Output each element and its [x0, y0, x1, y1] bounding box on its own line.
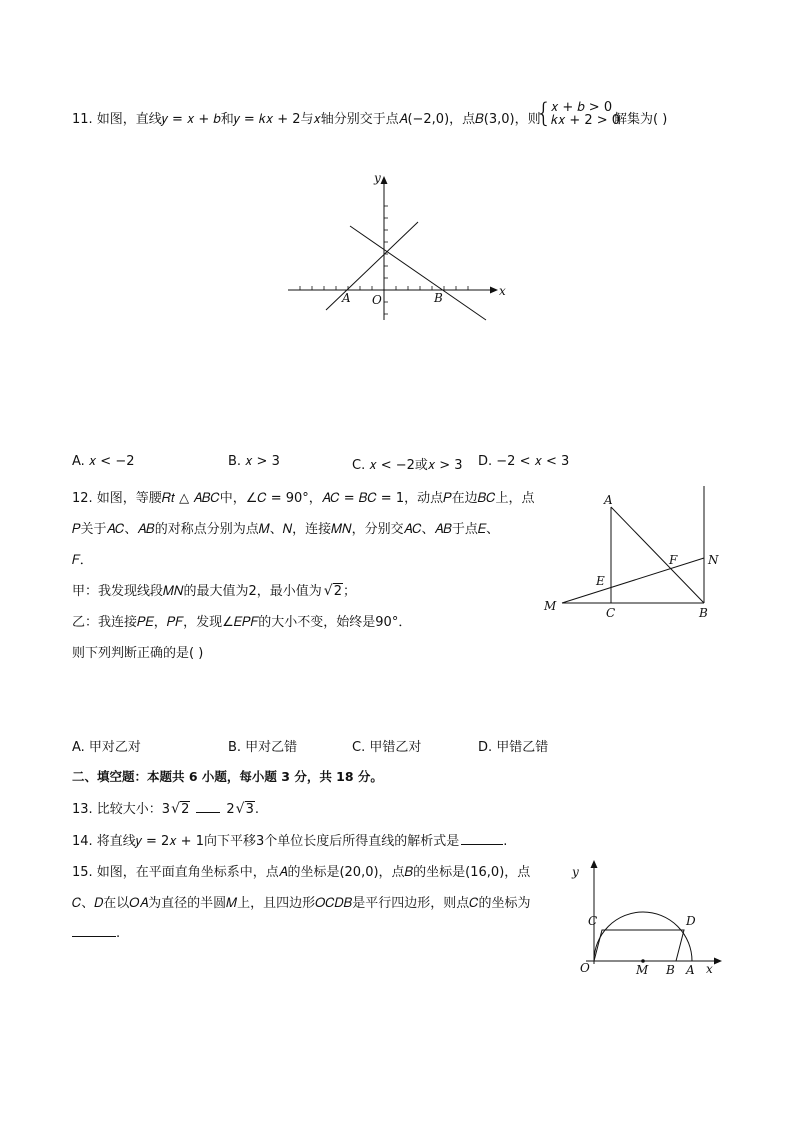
- q11-option-a[interactable]: A. 𝑥 < −2: [72, 454, 135, 469]
- q14-line: [72, 830, 507, 849]
- q13-root2-value: 3: [245, 802, 254, 817]
- q14-text: 14. 将直线𝑦 = 2𝑥 + 1向下平移3个单位长度后所得直线的解析式是: [72, 834, 460, 849]
- q13-answer-blank[interactable]: [196, 800, 220, 813]
- radical-sign-icon: √: [235, 801, 245, 817]
- q15-parallelogram-OCDB: [594, 930, 684, 961]
- q12-jia-suffix: ；: [343, 584, 357, 599]
- q12-segment-AB: [611, 507, 704, 603]
- q13-suffix: .: [254, 802, 260, 817]
- q11-stem-text: 11. 如图，直线𝑦 = 𝑥 + 𝑏和𝑦 = 𝑘𝑥 + 2与𝑥轴分别交于点𝐴(−2,0)，点𝐵(3,0)，则: [72, 112, 541, 127]
- q11-label-A: A: [342, 291, 351, 305]
- q11-brace: {: [535, 98, 553, 129]
- q14-answer-blank[interactable]: [461, 832, 503, 845]
- q15-label-y: y: [572, 865, 579, 879]
- q15-label-A: A: [686, 963, 695, 977]
- q15-y-arrow: [591, 860, 598, 868]
- q15-label-B: B: [666, 963, 675, 977]
- q15-line2: 𝐶、𝐷在以𝑂𝐴为直径的半圆𝑀上，且四边形𝑂𝐶𝐷𝐵是平行四边形，则点𝐶的坐标为: [72, 896, 531, 911]
- q12-line3: 𝐹．: [72, 553, 93, 568]
- q15-label-D: D: [686, 914, 696, 928]
- q11-option-b[interactable]: B. 𝑥 > 3: [228, 454, 280, 469]
- q12-jia-root-value: 2: [333, 584, 343, 599]
- q12-line1: 12. 如图，等腰𝑅𝑡 △ 𝐴𝐵𝐶中，∠𝐶 = 90°，𝐴𝐶 = 𝐵𝐶 = 1，动点𝑃在边𝐵𝐶上，点: [72, 491, 535, 506]
- radical-sign-icon: √: [171, 801, 180, 817]
- q12-option-d[interactable]: D. 甲错乙错: [478, 740, 549, 755]
- q15-line3: [72, 924, 120, 941]
- q11-stem-tail: 解集为( ): [614, 112, 668, 127]
- q12-jia-statement: [72, 580, 356, 599]
- q11-label-B: B: [434, 291, 443, 305]
- q15-label-M: M: [636, 963, 649, 977]
- q15-suffix: .: [116, 926, 121, 941]
- q11-label-y: y: [374, 171, 381, 185]
- q11-line-falling: [350, 226, 486, 320]
- q11-system-line1: 𝑥 + 𝑏 > 0: [551, 100, 613, 115]
- q12-yi-statement: 乙：我连接𝑃𝐸，𝑃𝐹，发现∠𝐸𝑃𝐹的大小不变，始终是90°．: [72, 615, 412, 630]
- q13-root1-value: 2: [181, 802, 190, 817]
- q11-y-arrow: [381, 176, 388, 184]
- q11-figure: [280, 168, 520, 328]
- q13-line: [72, 798, 259, 817]
- section2-heading-label: 二、填空题：: [72, 769, 148, 784]
- q15-semicircle: [594, 912, 692, 961]
- q12-option-c[interactable]: C. 甲错乙对: [352, 740, 422, 755]
- q11-option-d[interactable]: D. −2 < 𝑥 < 3: [478, 454, 570, 469]
- q15-label-O: O: [580, 961, 590, 975]
- q11-x-arrow: [490, 287, 498, 294]
- q11-option-c[interactable]: C. 𝑥 < −2或𝑥 > 3: [352, 458, 463, 473]
- q12-label-C: C: [606, 606, 616, 620]
- q15-answer-blank[interactable]: [72, 924, 116, 937]
- q11-label-O: O: [372, 293, 382, 307]
- section2-heading-rest: 本题共 6 小题，每小题 3 分，共 18 分。: [147, 769, 383, 784]
- q13-prefix: 13. 比较大小：3: [72, 802, 171, 817]
- section2-heading: [72, 767, 383, 785]
- q15-line1: 15. 如图，在平面直角坐标系中，点𝐴的坐标是(20,0)，点𝐵的坐标是(16,0)，点: [72, 865, 531, 880]
- radical-sign-icon: √: [323, 583, 333, 599]
- q15-label-x: x: [706, 962, 713, 976]
- q11-stem: [72, 108, 541, 127]
- q12-line2: 𝑃关于𝐴𝐶、𝐴𝐵的对称点分别为点𝑀、𝑁，连接𝑀𝑁，分别交𝐴𝐶、𝐴𝐵于点𝐸、: [72, 522, 500, 537]
- q12-jia-prefix: 甲：我发现线段𝑀𝑁的最大值为2，最小值为: [72, 584, 322, 599]
- q12-label-N: N: [708, 553, 719, 567]
- q15-label-C: C: [588, 914, 598, 928]
- q12-question: 则下列判断正确的是( ): [72, 646, 204, 661]
- q12-option-a[interactable]: A. 甲对乙对: [72, 740, 141, 755]
- q12-option-b[interactable]: B. 甲对乙错: [228, 740, 298, 755]
- q13-sqrt-1: [171, 802, 190, 817]
- q11-system-line2: 𝑘𝑥 + 2 > 0: [551, 113, 621, 128]
- q12-label-A: A: [604, 493, 613, 507]
- q12-label-M: M: [544, 599, 557, 613]
- q12-figure: [538, 484, 728, 624]
- q12-label-E: E: [596, 574, 605, 588]
- q13-mid: 2: [226, 802, 235, 817]
- q15-figure: [566, 856, 726, 980]
- q12-jia-sqrt: [324, 584, 343, 599]
- q12-label-F: F: [669, 553, 678, 567]
- q13-sqrt-2: [236, 802, 255, 817]
- q11-label-x: x: [499, 284, 506, 298]
- q15-x-arrow: [714, 958, 722, 965]
- q12-label-B: B: [699, 606, 708, 620]
- q14-suffix: .: [503, 834, 508, 849]
